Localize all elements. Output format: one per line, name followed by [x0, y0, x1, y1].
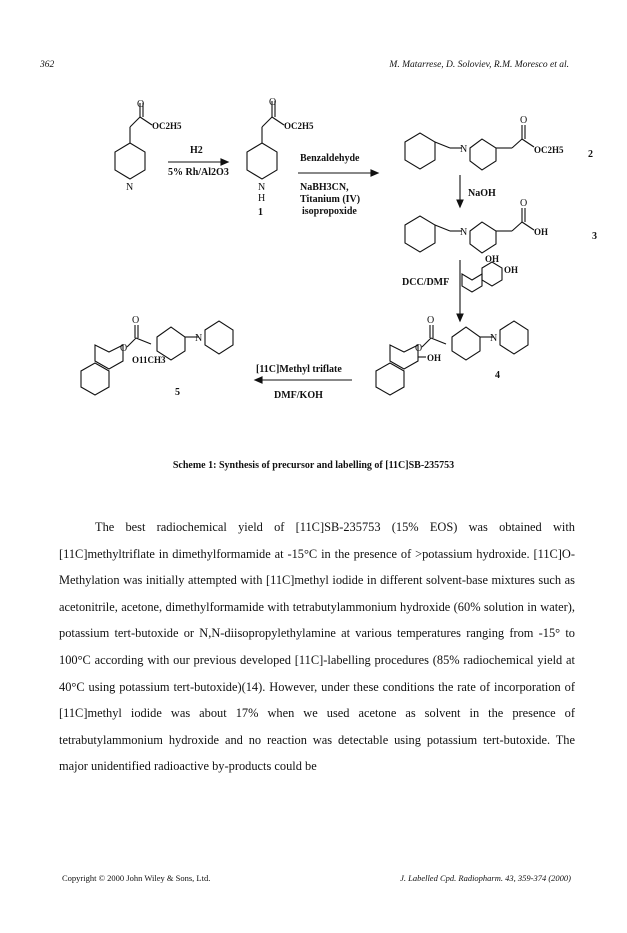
atom-o: O [415, 343, 423, 354]
footer-copyright: Copyright © 2000 John Wiley & Sons, Ltd. [62, 873, 211, 883]
reagent-methyl-triflate: [11C]Methyl triflate [256, 364, 342, 375]
paragraph: The best radiochemical yield of [11C]SB-235753 (15% EOS) was obtained with [11C]methyltriflate in dimethylformamide at -15°C in the presence of >potassium hydroxide. [11C]O-Methylation was initially attempted with [11C]methyl iodide in different solvent-base mixtures such as acetonitrile, acetone, dimethylformamide with tetrabutylammonium hydroxide (60% solution in water), potassium tert-butoxide or N,N-diisopropylethylamine at various temperatures ranging from -15° to 100°C according with our previous developed [11C]-labelling procedures (85% radiochemical yield at 40°C using potassium tert-butoxide)(14). However, under these conditions the rate of incorporation of [11C]methyl iodide was about 17% when we used acetone as solvent in the presence of tetrabutylammonium hydroxide and no reaction was detectable using potassium tert-butoxide. The major unidentified radioactive by-products could be [59, 520, 575, 774]
atom-h: H [258, 193, 266, 204]
scheme-caption: Scheme 1: Synthesis of precursor and labelling of [11C]SB-235753 [172, 460, 455, 471]
atom-o: O [137, 99, 145, 110]
atom-n: N [258, 182, 266, 193]
atom-o: O [132, 315, 140, 326]
label-oh: OH [427, 353, 442, 363]
reagent-h2: H2 [190, 145, 203, 156]
atom-o: O [520, 198, 528, 209]
reagent-catalyst: 5% Rh/Al2O3 [168, 167, 229, 178]
label-oh: OH [534, 227, 549, 237]
compound-label-1: 1 [258, 207, 263, 218]
reagent-isopropoxide: isopropoxide [302, 206, 357, 217]
atom-n: N [460, 227, 468, 238]
compound-label-2: 2 [588, 149, 593, 160]
compound-label-3: 3 [592, 231, 597, 242]
label-oc2h5: OC2H5 [534, 145, 564, 155]
footer-citation: J. Labelled Cpd. Radiopharm. 43, 359-374 (2000) [400, 873, 571, 883]
atom-o: O [269, 97, 277, 108]
compound-label-4: 4 [495, 370, 500, 381]
reagent-naoh: NaOH [468, 188, 496, 199]
compound-label-5: 5 [175, 387, 180, 398]
reagent-nabh3cn: NaBH3CN, [300, 182, 349, 193]
atom-n: N [460, 144, 468, 155]
atom-o: O [427, 315, 435, 326]
atom-o: O [120, 343, 128, 354]
reagent-dcc: DCC/DMF [402, 277, 450, 288]
label-oc2h5: OC2H5 [284, 121, 314, 131]
running-header-authors: M. Matarrese, D. Soloviev, R.M. Moresco et al. [389, 60, 569, 70]
label-o11ch3: O11CH3 [132, 355, 166, 365]
synthesis-scheme [0, 95, 627, 425]
body-text [59, 514, 575, 780]
atom-n: N [126, 182, 134, 193]
atom-n: N [490, 333, 498, 344]
atom-n: N [195, 333, 203, 344]
label-oh: OH [485, 254, 500, 264]
atom-o: O [520, 115, 528, 126]
reagent-dmf-koh: DMF/KOH [274, 390, 323, 401]
label-oh: OH [504, 265, 519, 275]
reagent-titanium: Titanium (IV) [300, 194, 361, 205]
page-number: 362 [40, 60, 55, 70]
label-oc2h5: OC2H5 [152, 121, 182, 131]
reagent-benzaldehyde: Benzaldehyde [300, 153, 360, 164]
